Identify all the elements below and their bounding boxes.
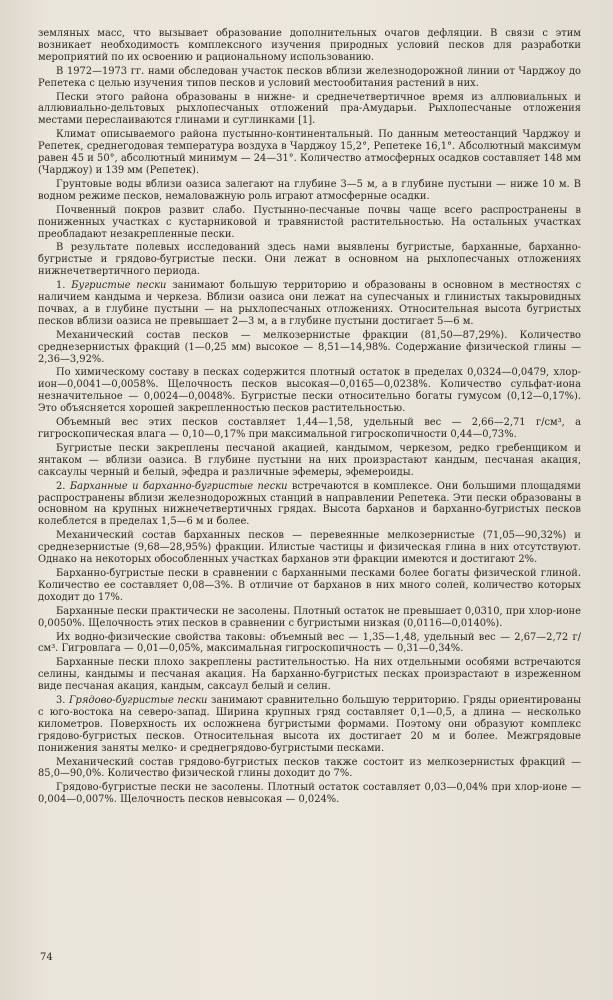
page-number: 74 — [40, 952, 53, 963]
paragraph — [38, 757, 581, 781]
paragraph-text: Механический состав песков — мелкозернистые фракции (81,50—87,29%). Количество среднезернистых фракций (1—0,25 мм) высокое — 8,51—14,98%. Содержание физической глины — 2,36—3,92%. — [38, 329, 581, 365]
paragraph — [38, 66, 581, 90]
paragraph — [38, 129, 581, 177]
paragraph-text: Объемный вес этих песков составляет 1,44—1,58, удельный вес — 2,66—2,71 г/см³, а гигроскопическая влага — 0,10—0,17% при максимальной гигроскопичности 0,44—0,73%. — [38, 417, 581, 440]
paragraph-text: В результате полевых исследований здесь нами выявлены бугристые, барханные, барханно-бугристые и грядово-бугристые пески. Они лежат в основном на рыхлопесчаных отложениях нижнечетвертичного периода. — [38, 242, 581, 278]
paragraph-text: Их водно-физические свойства таковы: объемный вес — 1,35—1,48, удельный вес — 2,67—2,72 г/см³. Гигровлага — 0,01—0,05%, максимальная гигроскопичность — 0,31—0,34%. — [38, 631, 581, 655]
paragraph — [38, 92, 581, 128]
paragraph-text: Барханные пески практически не засолены. Плотный остаток не превышает 0,0310, при хлор-ионе 0,0050%. Щелочность этих песков в сравнении с бугристыми низкая (0,0116—0,0140%). — [38, 605, 581, 629]
paragraph — [38, 205, 581, 241]
paragraph-text: Барханные пески плохо закреплены растительностью. На них отдельными особями встречаются селины, кандымы и песчаная акация. На барханно-бугристых песках произрастают в изреженном виде песчаная акация, кандым, саксаул белый и селин. — [38, 657, 581, 693]
paragraph — [38, 657, 581, 693]
paragraph — [38, 28, 581, 64]
paragraph — [38, 695, 581, 755]
paragraph-text: Барханно-бугристые пески в сравнении с барханными песками более богаты физической глиной. Количество ее составляет 0,08—3%. В отличие от барханов в них много солей, количество которых доходит до 17%. — [38, 567, 581, 603]
paragraph-text: Климат описываемого района пустынно-континентальный. По данным метеостанций Чарджоу и Репетек, среднегодовая температура воздуха в Чарджоу 15,2°, Репетеке 16,1°. Абсолютный максимум равен 45 и 50°, абсолютный минимум — 24—31°. Количество атмосферных осадков составляет 148 мм (Чарджоу) и 139 мм (Репетек). — [38, 129, 581, 176]
paragraph — [38, 530, 581, 566]
paragraph-text: В 1972—1973 гг. нами обследован участок песков вблизи железнодорожной линии от Чарджоу до Репетека с целью изучения типов песков и условий местообитания растений в них. — [38, 65, 581, 89]
paragraph — [38, 280, 581, 328]
paragraph-text: Почвенный покров развит слабо. Пустынно-песчаные почвы чаще всего распространены в пониженных участках с кустарниковой и травянистой растительностью. На остальных участках преобладают незакрепленные пески. — [38, 204, 581, 240]
paragraph — [38, 443, 581, 479]
paragraph-text: По химическому составу в песках содержится плотный остаток в пределах 0,0324—0,0479, хлор-ион—0,0041—0,0058%. Щелочность песков высокая—0,0165—0,0238%. Количество сульфат-иона незначительное — 0,0024—0,0048%. Бугристые пески относительно богаты гумусом (0,12—0,17%). Это объясняется хорошей закрепленностью песков растительностью. — [38, 367, 581, 415]
paragraph — [38, 330, 581, 366]
paragraph-text: земляных масс, что вызывает образование дополнительных очагов дефляции. В связи с этим возникает необходимость комплексного изучения природных условий песков для разработки мероприятий по их освоению и рациональному использованию. — [38, 28, 581, 63]
paragraph — [38, 242, 581, 278]
paragraph — [38, 782, 581, 806]
paragraph-text: 1. — [56, 280, 72, 292]
paragraph — [38, 367, 581, 415]
paragraph-text: встречаются в комплексе. Они большими площадями распространены вблизи железнодорожных станций в направлении Репетека. Эти пески образованы в основном на крупных нижнечетвертичных грядах. Высота барханов и барханно-бугристых песков колеблется в пределах 1,5—6 м и более. — [38, 480, 582, 528]
paragraph-text: Грядово-бугристые пески не засолены. Плотный остаток составляет 0,03—0,04% при хлор-ионе — 0,004—0,007%. Щелочность песков невысокая — 0,024%. — [38, 782, 581, 806]
section-heading: Бугристые пески — [71, 280, 167, 292]
paragraph-text: 2. — [56, 480, 70, 492]
paragraph-text: 3. — [56, 695, 69, 707]
paragraph-text: Механический состав барханных песков — перевеянные мелкозернистые (71,05—90,32%) и среднезернистые (9,68—28,95%) фракции. Илистые частицы и физическая глина в них отсутствуют. Однако на некоторых обособленных участках барханов эти фракции имеются и достигают 2%. — [38, 530, 581, 566]
section-heading: Грядово-бугристые пески — [69, 695, 208, 707]
paragraph — [38, 481, 581, 529]
paragraph — [38, 179, 581, 203]
paragraph-text: Бугристые пески закреплены песчаной акацией, кандымом, черкезом, редко гребенщиком и янтаком — вблизи оазиса. В глубине пустыни на них произрастают кандым, песчаная акация, саксаулы черный и белый, эфедра и различные эфемеры, эфемероиды. — [38, 442, 581, 478]
section-heading: Барханные и барханно-бугристые пески — [69, 480, 288, 492]
paragraph-text: занимают сравнительно большую территорию. Гряды ориентированы с юго-востока на северо-запад. Ширина крупных гряд составляет 0,1—0,5, а длина — несколько километров. Поверхность их осложнена бугристыми формами. Поэтому они образуют комплекс грядово-бугристых песков. Относительная высота их достигает 20 м и более. Межгрядовые понижения заняты мелко- и среднегрядово-бугристыми песками. — [38, 695, 582, 754]
paragraph-text: Грунтовые воды вблизи оазиса залегают на глубине 3—5 м, а в глубине пустыни — ниже 10 м. В водном режиме песков, немаловажную роль играют атмосферные осадки. — [38, 178, 581, 202]
paragraph — [38, 417, 581, 441]
paragraph — [38, 568, 581, 604]
paragraph — [38, 606, 581, 630]
paragraph-text: Механический состав грядово-бугристых песков также состоит из мелкозернистых фракций — 85,0—90,0%. Количество физической глины доходит до 7%. — [38, 756, 581, 780]
paragraph — [38, 632, 581, 656]
body-text — [38, 28, 581, 806]
paragraph-text: Пески этого района образованы в нижне- и среднечетвертичное время из аллювиальных и аллювиально-дельтовых рыхлопесчаных отложений пра-Амударьи. Рыхлопесчаные отложения местами переслаиваются глинами и суглинками [1]. — [38, 91, 581, 127]
paragraph-text: занимают большую территорию и образованы в основном в местностях с наличием кандыма и черкеза. Вблизи оазиса они лежат на супесчаных и глинистых такыровидных почвах, а в глубине пустыни — на рыхлопесчаных отложениях. Относительная высота бугристых песков вблизи оазиса не превышает 2—3 м, а в глубине пустыни достигает 5—6 м. — [38, 280, 581, 327]
